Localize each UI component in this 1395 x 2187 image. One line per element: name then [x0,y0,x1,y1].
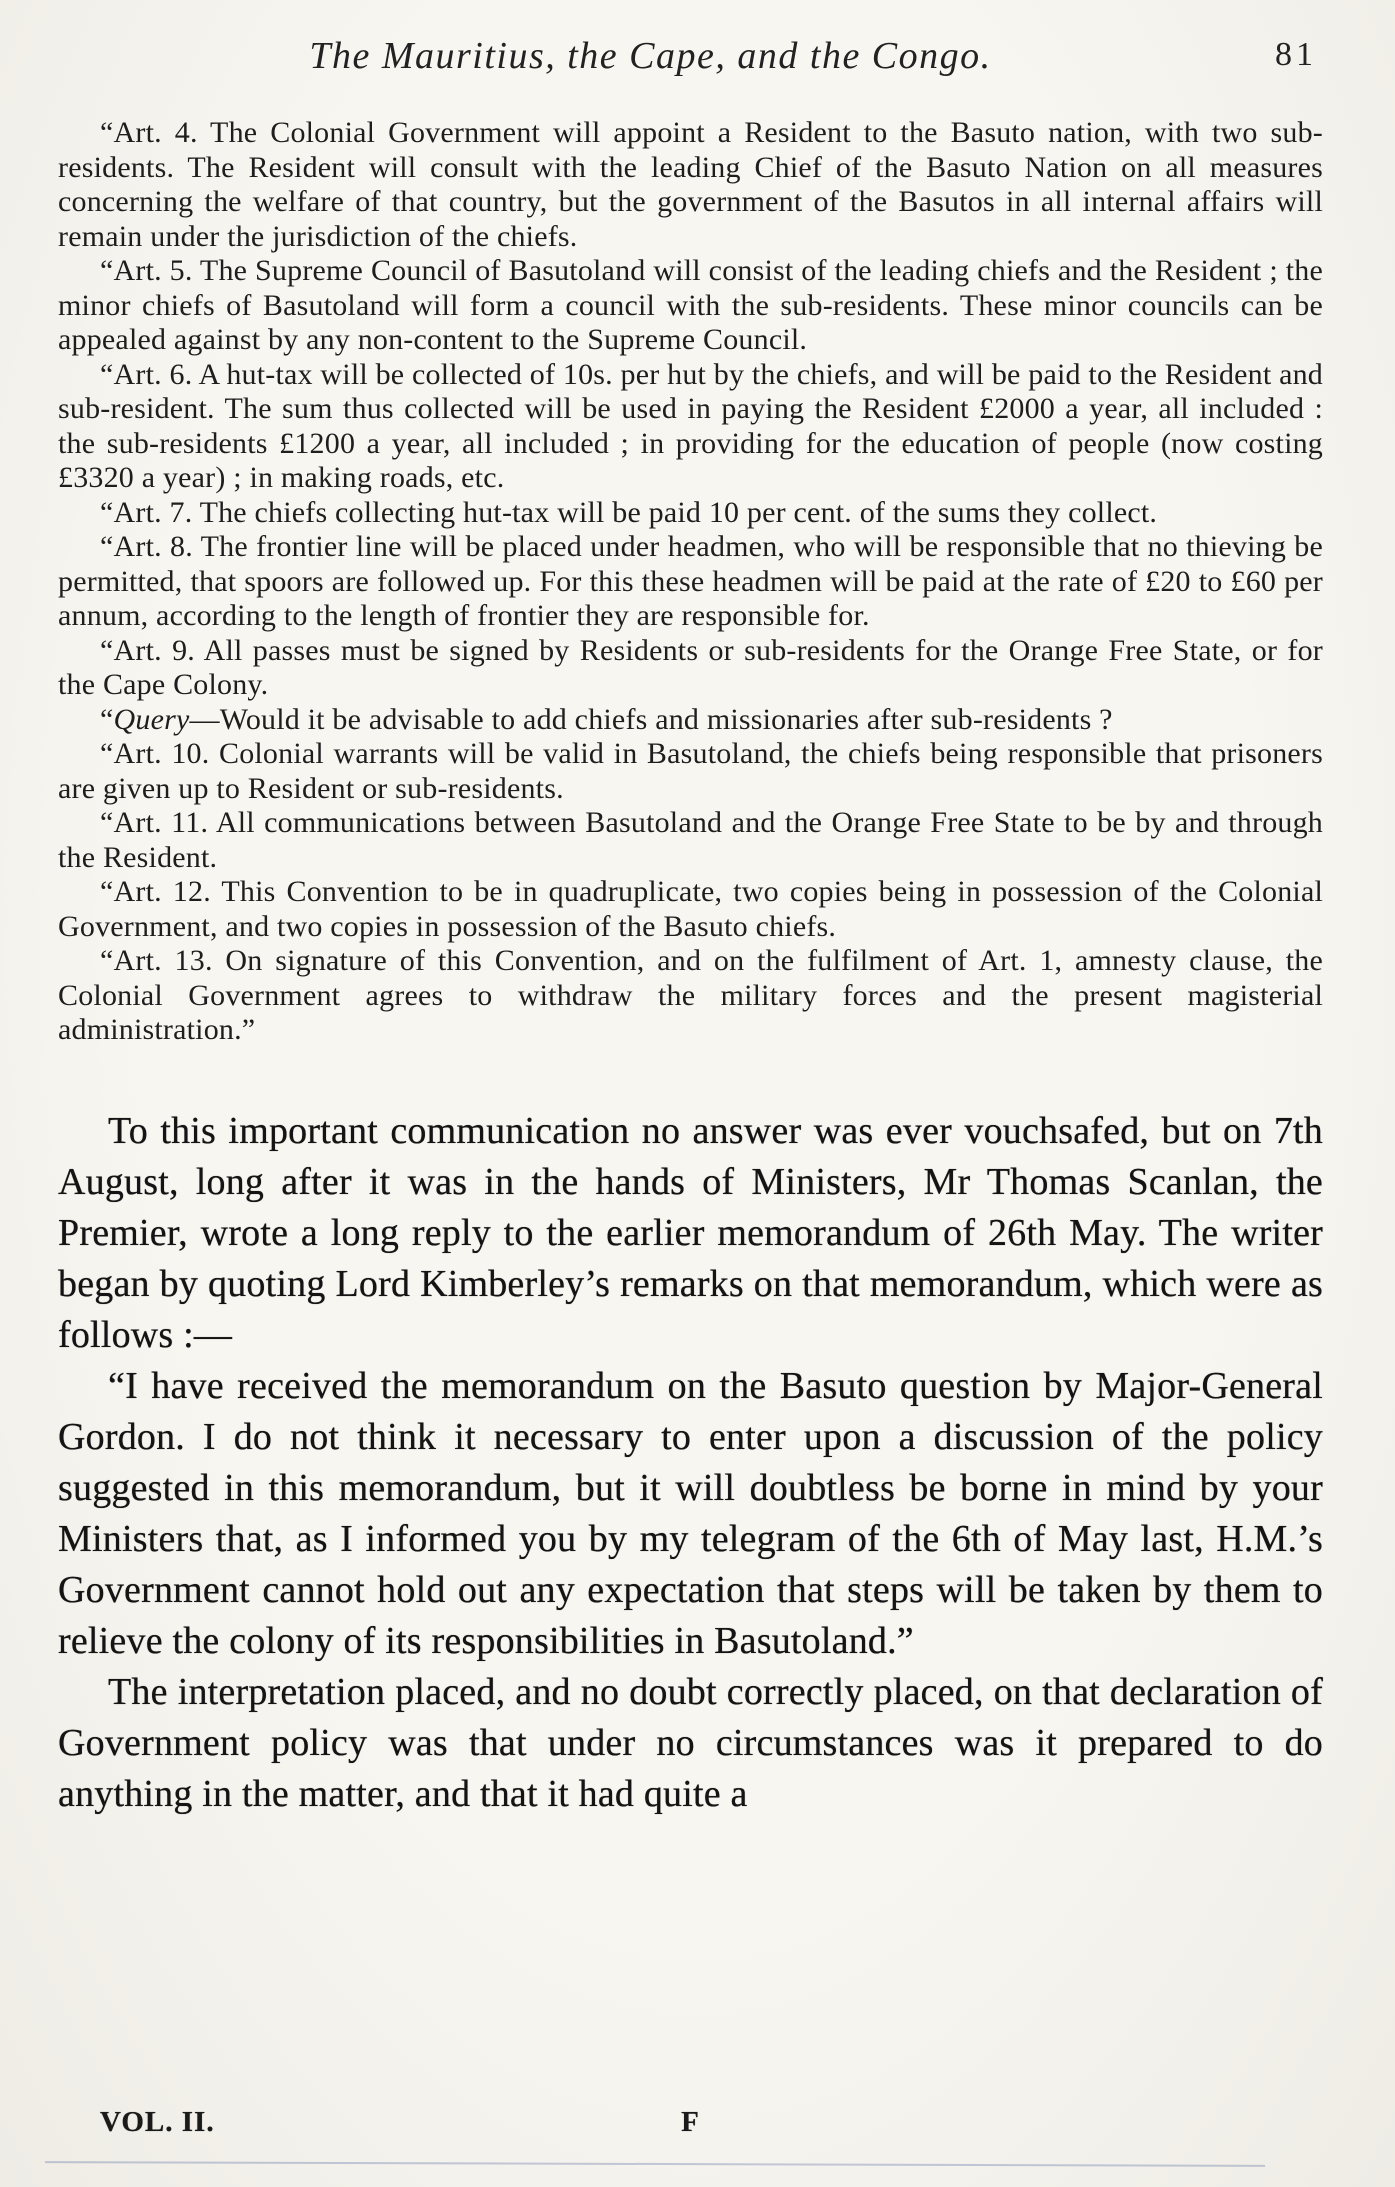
italic-lead: Query [113,702,190,736]
volume-label: VOL. II. [100,2106,215,2138]
running-head [58,34,1323,90]
article-paragraph: “Art. 4. The Colonial Government will appoint a Resident to the Basuto nation, with two sub-residents. The Resident will consult with the leading Chief of the Basuto Nation on all measures concerning the welfare of that country, but the government of the Basutos in all internal affairs will remain under the jurisdiction of the chiefs. [58,116,1323,253]
article-paragraph: “Art. 13. On signature of this Convention, and on the fulfilment of Art. 1, amnesty clause, the Colonial Government agrees to withdraw the military forces and the present magisterial administration.” [58,944,1323,1046]
article-paragraph: “Art. 5. The Supreme Council of Basutoland will consist of the leading chiefs and the Resident ; the minor chiefs of Basutoland will form a council with the sub-residents. These minor councils can be appealed against by any non-content to the Supreme Council. [58,254,1323,356]
body-paragraph: The interpretation placed, and no doubt correctly placed, on that declaration of Government policy was that under no circumstances was it prepared to do anything in the matter, and that it had quite a [58,1670,1323,1815]
page-title: The Mauritius, the Cape, and the Congo. [309,35,992,77]
article-paragraph: “Art. 7. The chiefs collecting hut-tax will be paid 10 per cent. of the sums they collect. [100,495,1158,529]
article-paragraph: “Art. 8. The frontier line will be placed under headmen, who will be responsible that no thieving be permitted, that spoors are followed up. For this these headmen will be paid at the rate of £20 to £60 per annum, according to the length of frontier they are responsible for. [58,530,1323,632]
article-paragraph: “Art. 11. All communications between Basutoland and the Orange Free State to be by and through the Resident. [58,806,1323,874]
body-paragraph: To this important communication no answer was ever vouchsafed, but on 7th August, long after it was in the hands of Ministers, Mr Thomas Scanlan, the Premier, wrote a long reply to the earlier memorandum of 26th May. The writer began by quoting Lord Kimberley’s remarks on that memorandum, which were as follows :— [58,1109,1323,1356]
article-paragraph: “Art. 9. All passes must be signed by Residents or sub-residents for the Orange Free State, or for the Cape Colony. [58,633,1323,701]
article-paragraph: “Art. 10. Colonial warrants will be valid in Basutoland, the chiefs being responsible that prisoners are given up to Resident or sub-residents. [58,737,1323,805]
scan-artifact-line [45,2161,1265,2167]
body-section [58,1106,1323,1820]
article-paragraph: “Art. 6. A hut-tax will be collected of 10s. per hut by the chiefs, and will be paid to the Resident and sub-resident. The sum thus collected will be used in paying the Resident £2000 a year, all included : the sub-residents £1200 a year, all included ; in providing for the education of people (now costing £3320 a year) ; in making roads, etc. [58,357,1324,494]
article-paragraph: “Query—Would it be advisable to add chiefs and missionaries after sub-residents ? [100,702,1113,736]
printer-signature-mark: F [681,2106,700,2138]
article-paragraph: “Art. 12. This Convention to be in quadruplicate, two copies being in possession of the Colonial Government, and two copies in possession of the Basuto chiefs. [58,875,1323,943]
articles-section [58,116,1323,1048]
page-number: 81 [1275,36,1317,73]
body-paragraph: “I have received the memorandum on the Basuto question by Major-General Gordon. I do not think it necessary to enter upon a discussion of the policy suggested in this memorandum, but it will doubtless be borne in mind by your Ministers that, as I informed you by my telegram of the 6th of May last, H.M.’s Government cannot hold out any expectation that steps will be taken by them to relieve the colony of its responsibilities in Basutoland.” [58,1364,1323,1662]
page-footer [58,2106,1323,2139]
